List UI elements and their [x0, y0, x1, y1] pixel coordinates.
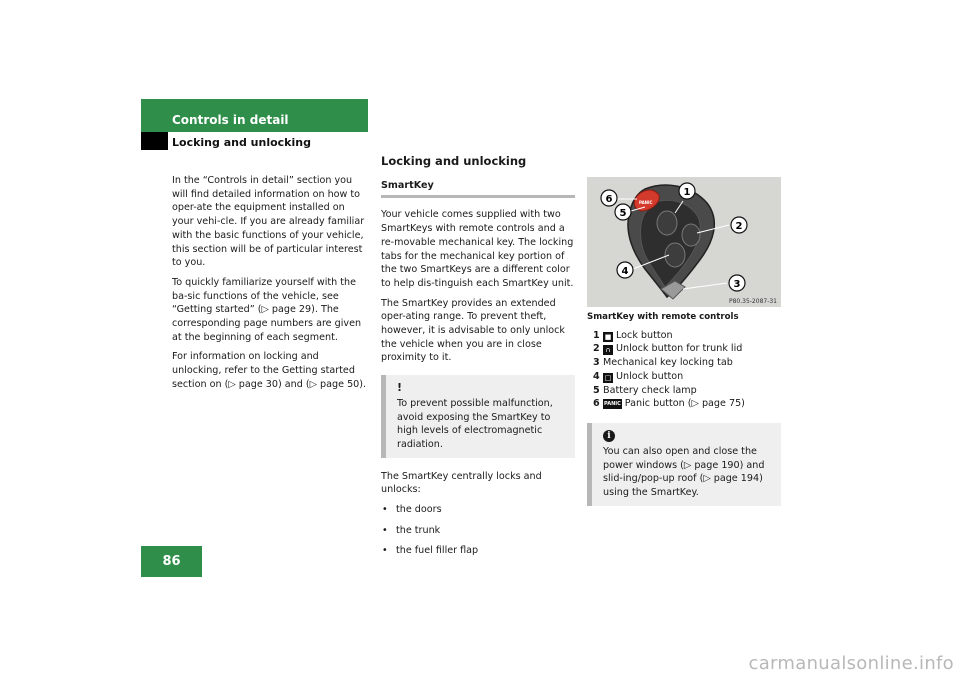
list-item: • the doors: [381, 503, 575, 517]
right-column: [587, 177, 781, 518]
svg-text:2: 2: [735, 221, 743, 232]
figure-caption: SmartKey with remote controls: [587, 312, 739, 322]
list-item: • the fuel filler flap: [381, 544, 575, 558]
watermark: carmanualsonline.info: [748, 653, 954, 674]
svg-text:5: 5: [619, 208, 627, 219]
callout-6: [601, 190, 617, 206]
panic-icon: PANIC: [604, 401, 621, 408]
list-intro: The SmartKey centrally locks and unlocks:: [381, 470, 542, 496]
callout-4: [617, 262, 633, 278]
body-paragraph: Your vehicle comes supplied with two SmartKeys with remote controls and a re-movable mechanical key. The locking tabs for the mechanical key portion of the two SmartKeys are a different color to help dis-tinguish each SmartKey unit.: [381, 209, 574, 289]
legend-item: 1 ■ Lock button: [593, 329, 673, 341]
intro-paragraph: For information on locking and unlocking, refer to the Getting started section on (▷ page 30) and (▷ page 50).: [172, 351, 367, 390]
info-icon: i: [603, 430, 615, 442]
trunk-icon: ∩: [603, 345, 613, 355]
svg-text:1: 1: [683, 187, 691, 198]
smartkey-figure: [587, 177, 781, 307]
section-marker: [141, 132, 168, 150]
legend-item: 3 Mechanical key locking tab: [593, 357, 733, 369]
middle-column: [381, 155, 575, 565]
intro-paragraph: In the “Controls in detail” section you will find detailed information on how to oper-ate the equipment installed on your vehi-cle. If you are already familiar with the basic functions of your vehicle, this section will be of particular interest to you.: [172, 175, 365, 269]
callout-5: [615, 204, 631, 220]
callout-2: [731, 217, 747, 233]
list-item: • the trunk: [381, 524, 575, 538]
panic-label: PANIC: [639, 200, 653, 205]
left-column: [172, 174, 367, 398]
info-text: You can also open and close the power windows (▷ page 190) and slid-ing/pop-up roof (▷ page 194) using the SmartKey.: [603, 445, 765, 499]
section-heading: Locking and unlocking: [381, 154, 527, 168]
figure-code: P80.35-2087-31: [728, 298, 777, 305]
info-note: [587, 423, 781, 506]
body-paragraph: The SmartKey provides an extended oper-ating range. To prevent theft, however, it is advisable to only unlock the vehicle when you are in close proximity to it.: [381, 297, 565, 364]
svg-text:6: 6: [605, 194, 613, 205]
warning-note: [381, 375, 575, 458]
warning-text: To prevent possible malfunction, avoid exposing the SmartKey to high levels of electromagnetic radiation.: [397, 397, 553, 450]
lock-icon: ■: [604, 332, 612, 341]
callout-1: [679, 183, 695, 199]
section-title: Locking and unlocking: [172, 136, 311, 149]
intro-paragraph: To quickly familiarize yourself with the ba-sic functions of the vehicle, see “Getting started” (▷ page 29). The corresponding page numbers are given at the beginning of each segment.: [172, 276, 362, 343]
bullet-list: [381, 503, 575, 558]
warning-icon: !: [397, 381, 403, 395]
svg-text:4: 4: [621, 266, 629, 277]
svg-text:3: 3: [733, 279, 741, 290]
legend-item: 5 Battery check lamp: [593, 384, 697, 396]
unlock-icon: □: [604, 373, 612, 382]
chapter-title: Controls in detail: [172, 113, 289, 127]
figure-legend: [587, 329, 781, 411]
legend-item: 4 □ Unlock button: [593, 370, 684, 382]
smartkey-illustration: [587, 177, 781, 307]
page-number: 86: [141, 546, 202, 577]
subsection-heading: SmartKey: [381, 179, 575, 199]
legend-item: 2 ∩ Unlock button for trunk lid: [593, 343, 743, 355]
callout-3: [729, 275, 745, 291]
legend-item: 6 PANIC Panic button (▷ page 75): [593, 398, 745, 410]
